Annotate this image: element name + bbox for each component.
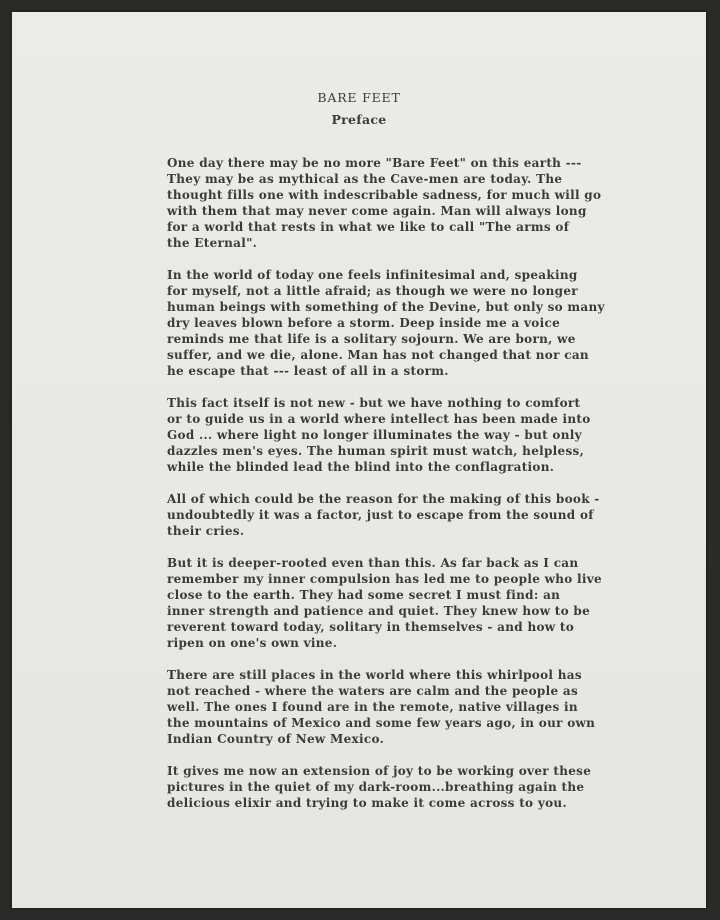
paragraph: But it is deeper-rooted even than this. As far back as I can remember my inner compulsion has led me to people who live close to the earth. They had some secret I must find: an inner strength and patience and quiet. They knew how to be reverent toward today, solitary in themselves - and how to ripen on one's own vine. xyxy=(167,556,602,650)
document-subtitle: Preface xyxy=(331,112,387,127)
paragraph: This fact itself is not new - but we have nothing to comfort or to guide us in a world where intellect has been made into God ... where light no longer illuminates the way - but only dazzles men's eyes. The human spirit must watch, helpless, while the blinded lead the blind into the conflagration. xyxy=(167,396,591,474)
document-body xyxy=(167,155,627,827)
paragraph: It gives me now an extension of joy to be working over these pictures in the quiet of my dark-room...breathing again the delicious elixir and trying to make it come across to you. xyxy=(167,764,592,810)
paragraph: All of which could be the reason for the making of this book - undoubtedly it was a factor, just to escape from the sound of their cries. xyxy=(167,492,600,538)
document-page xyxy=(12,12,706,908)
paragraph: There are still places in the world where this whirlpool has not reached - where the waters are calm and the people as well. The ones I found are in the remote, native villages in the mountains of Mexico and some few years ago, in our own Indian Country of New Mexico. xyxy=(167,668,596,746)
paragraph: One day there may be no more "Bare Feet" on this earth --- They may be as mythical as the Cave-men are today. The thought fills one with indescribable sadness, for much will go with them that may never come again. Man will always long for a world that rests in what we like to call "The arms of the Eternal". xyxy=(167,156,602,250)
document-title: BARE FEET xyxy=(317,90,401,105)
paragraph: In the world of today one feels infinitesimal and, speaking for myself, not a little afraid; as though we were no longer human beings with something of the Devine, but only so many dry leaves blown before a storm. Deep inside me a voice reminds me that life is a solitary sojourn. We are born, we suffer, and we die, alone. Man has not changed that nor can he escape that --- least of all in a storm. xyxy=(167,268,605,378)
